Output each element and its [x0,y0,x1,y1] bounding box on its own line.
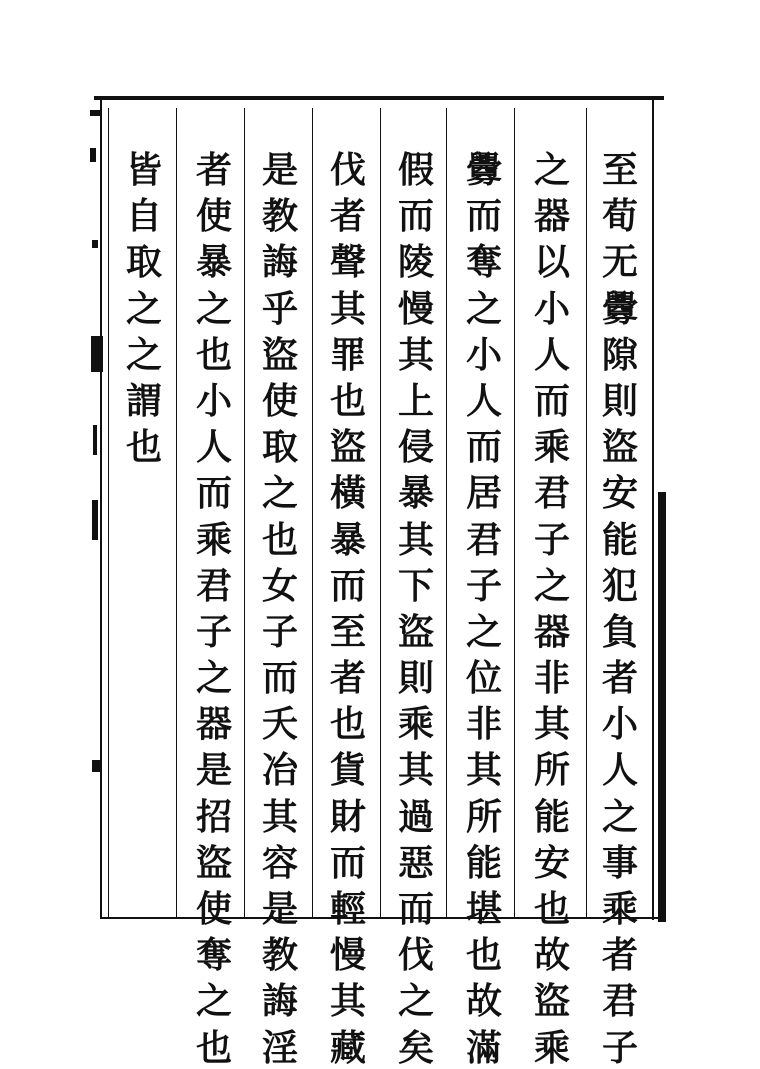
character: 誨 [261,980,298,1023]
character: 小 [533,287,570,330]
character: 小 [195,379,232,422]
character: 自 [125,195,162,238]
character: 者 [195,149,232,191]
character: 貨 [329,749,366,792]
gutter-mark [91,336,103,372]
character: 其 [397,749,434,792]
left-border [100,98,102,918]
character: 使 [195,195,232,238]
right-border-thin [652,100,654,920]
character: 子 [195,610,232,653]
character: 位 [465,657,502,700]
character: 其 [397,518,434,561]
character: 安 [533,841,570,884]
character: 教 [261,934,298,977]
gutter-mark [93,425,97,455]
text-column-7 [190,150,238,1068]
character: 其 [533,703,570,746]
column-divider [586,108,587,918]
character: 之 [125,333,162,376]
character: 乘 [195,518,232,561]
character: 奪 [195,934,232,977]
character: 藏 [329,1026,366,1069]
character: 也 [329,703,366,746]
character: 也 [329,379,366,422]
character: 滿 [465,1026,502,1069]
character: 也 [533,888,570,930]
character: 謂 [125,379,162,422]
character: 教 [261,195,298,238]
character: 下 [397,564,434,607]
character: 而 [397,888,434,930]
character: 之 [195,657,232,700]
top-border [94,96,664,100]
character: 至 [329,610,366,653]
character: 暴 [329,518,366,561]
character: 子 [601,1026,638,1069]
character: 而 [329,841,366,884]
character: 誨 [261,241,298,284]
character: 能 [465,841,502,884]
column-divider [312,108,313,918]
column-divider [380,108,381,918]
character: 使 [195,888,232,930]
character: 皆 [125,149,162,191]
column-divider [176,108,177,918]
character: 君 [601,980,638,1023]
character: 器 [533,610,570,653]
character: 子 [533,518,570,561]
character: 乘 [601,888,638,930]
character: 之 [195,287,232,330]
character: 夭 [261,703,298,746]
character: 而 [195,472,232,515]
character: 則 [397,657,434,700]
character: 陵 [397,241,434,284]
character: 之 [125,287,162,330]
character: 使 [261,379,298,422]
character: 其 [329,980,366,1023]
character: 人 [195,426,232,469]
character: 无 [601,241,638,284]
character: 假 [397,149,434,191]
character: 之 [397,980,434,1023]
character: 取 [125,241,162,284]
character: 暴 [195,241,232,284]
character: 矣 [397,1026,434,1069]
character: 之 [601,795,638,838]
character: 乎 [261,287,298,330]
column-divider [514,108,515,918]
character: 罪 [329,333,366,376]
column-divider [446,108,447,918]
character: 其 [397,333,434,376]
character: 負 [601,610,638,653]
character: 是 [261,149,298,191]
character: 子 [261,610,298,653]
character: 盜 [329,426,366,469]
character: 乘 [397,703,434,746]
character: 人 [465,379,502,422]
character: 也 [125,426,162,469]
text-column-5 [324,150,372,1068]
gutter-mark [92,760,100,772]
character: 橫 [329,472,366,515]
character: 非 [465,703,502,746]
character: 人 [601,749,638,792]
text-column-1 [596,150,644,1068]
character: 而 [465,426,502,469]
right-border [658,492,666,922]
character: 而 [261,657,298,700]
character: 乘 [533,1026,570,1069]
character: 堪 [465,888,502,930]
character: 也 [195,333,232,376]
character: 者 [601,934,638,977]
character: 之 [261,472,298,515]
character: 過 [397,795,434,838]
character: 之 [533,564,570,607]
text-column-4 [392,150,440,1068]
character: 居 [465,472,502,515]
character: 淫 [261,1026,298,1069]
character: 侵 [397,426,434,469]
text-column-3 [460,150,508,1068]
character: 子 [465,564,502,607]
character: 荀 [601,195,638,238]
character: 則 [601,379,638,422]
character: 伐 [397,934,434,977]
character: 釁 [465,149,502,191]
character: 上 [397,379,434,422]
character: 盜 [195,841,232,884]
character: 聲 [329,241,366,284]
character: 君 [465,518,502,561]
character: 之 [465,610,502,653]
character: 器 [195,703,232,746]
character: 所 [533,749,570,792]
character: 其 [465,749,502,792]
character: 故 [465,980,502,1023]
character: 盜 [533,980,570,1023]
character: 而 [397,195,434,238]
character: 至 [601,149,638,191]
character: 之 [533,149,570,191]
character: 惡 [397,841,434,884]
character: 是 [195,749,232,792]
character: 慢 [329,934,366,977]
character: 者 [601,657,638,700]
character: 小 [601,703,638,746]
character: 其 [261,795,298,838]
character: 冶 [261,749,298,792]
character: 小 [465,333,502,376]
character: 釁 [601,287,638,330]
character: 器 [533,195,570,238]
character: 其 [329,287,366,330]
character: 而 [329,564,366,607]
text-column-2 [528,150,576,1068]
gutter-mark [92,500,98,540]
character: 者 [329,195,366,238]
character: 輕 [329,888,366,930]
character: 人 [533,333,570,376]
character: 女 [261,564,298,607]
character: 隙 [601,333,638,376]
text-column-6 [256,150,304,1068]
character: 招 [195,795,232,838]
character: 容 [261,841,298,884]
character: 者 [329,657,366,700]
character: 伐 [329,149,366,191]
character: 盜 [397,610,434,653]
character: 犯 [601,564,638,607]
character: 以 [533,241,570,284]
character: 故 [533,934,570,977]
character: 非 [533,657,570,700]
character: 乘 [533,426,570,469]
character: 而 [533,379,570,422]
gutter-mark [90,148,96,162]
character: 暴 [397,472,434,515]
character: 也 [195,1026,232,1069]
character: 能 [533,795,570,838]
character: 而 [465,195,502,238]
text-column-8 [120,150,168,467]
character: 之 [195,980,232,1023]
character: 也 [261,518,298,561]
character: 之 [465,287,502,330]
column-divider [108,108,109,918]
character: 能 [601,518,638,561]
character: 事 [601,841,638,884]
character: 盜 [601,426,638,469]
character: 慢 [397,287,434,330]
column-divider [244,108,245,918]
character: 盜 [261,333,298,376]
gutter-mark [90,110,100,116]
character: 奪 [465,241,502,284]
character: 是 [261,888,298,930]
character: 財 [329,795,366,838]
character: 也 [465,934,502,977]
character: 取 [261,426,298,469]
character: 君 [195,564,232,607]
character: 所 [465,795,502,838]
character: 安 [601,472,638,515]
gutter-mark [92,240,98,248]
character: 君 [533,472,570,515]
